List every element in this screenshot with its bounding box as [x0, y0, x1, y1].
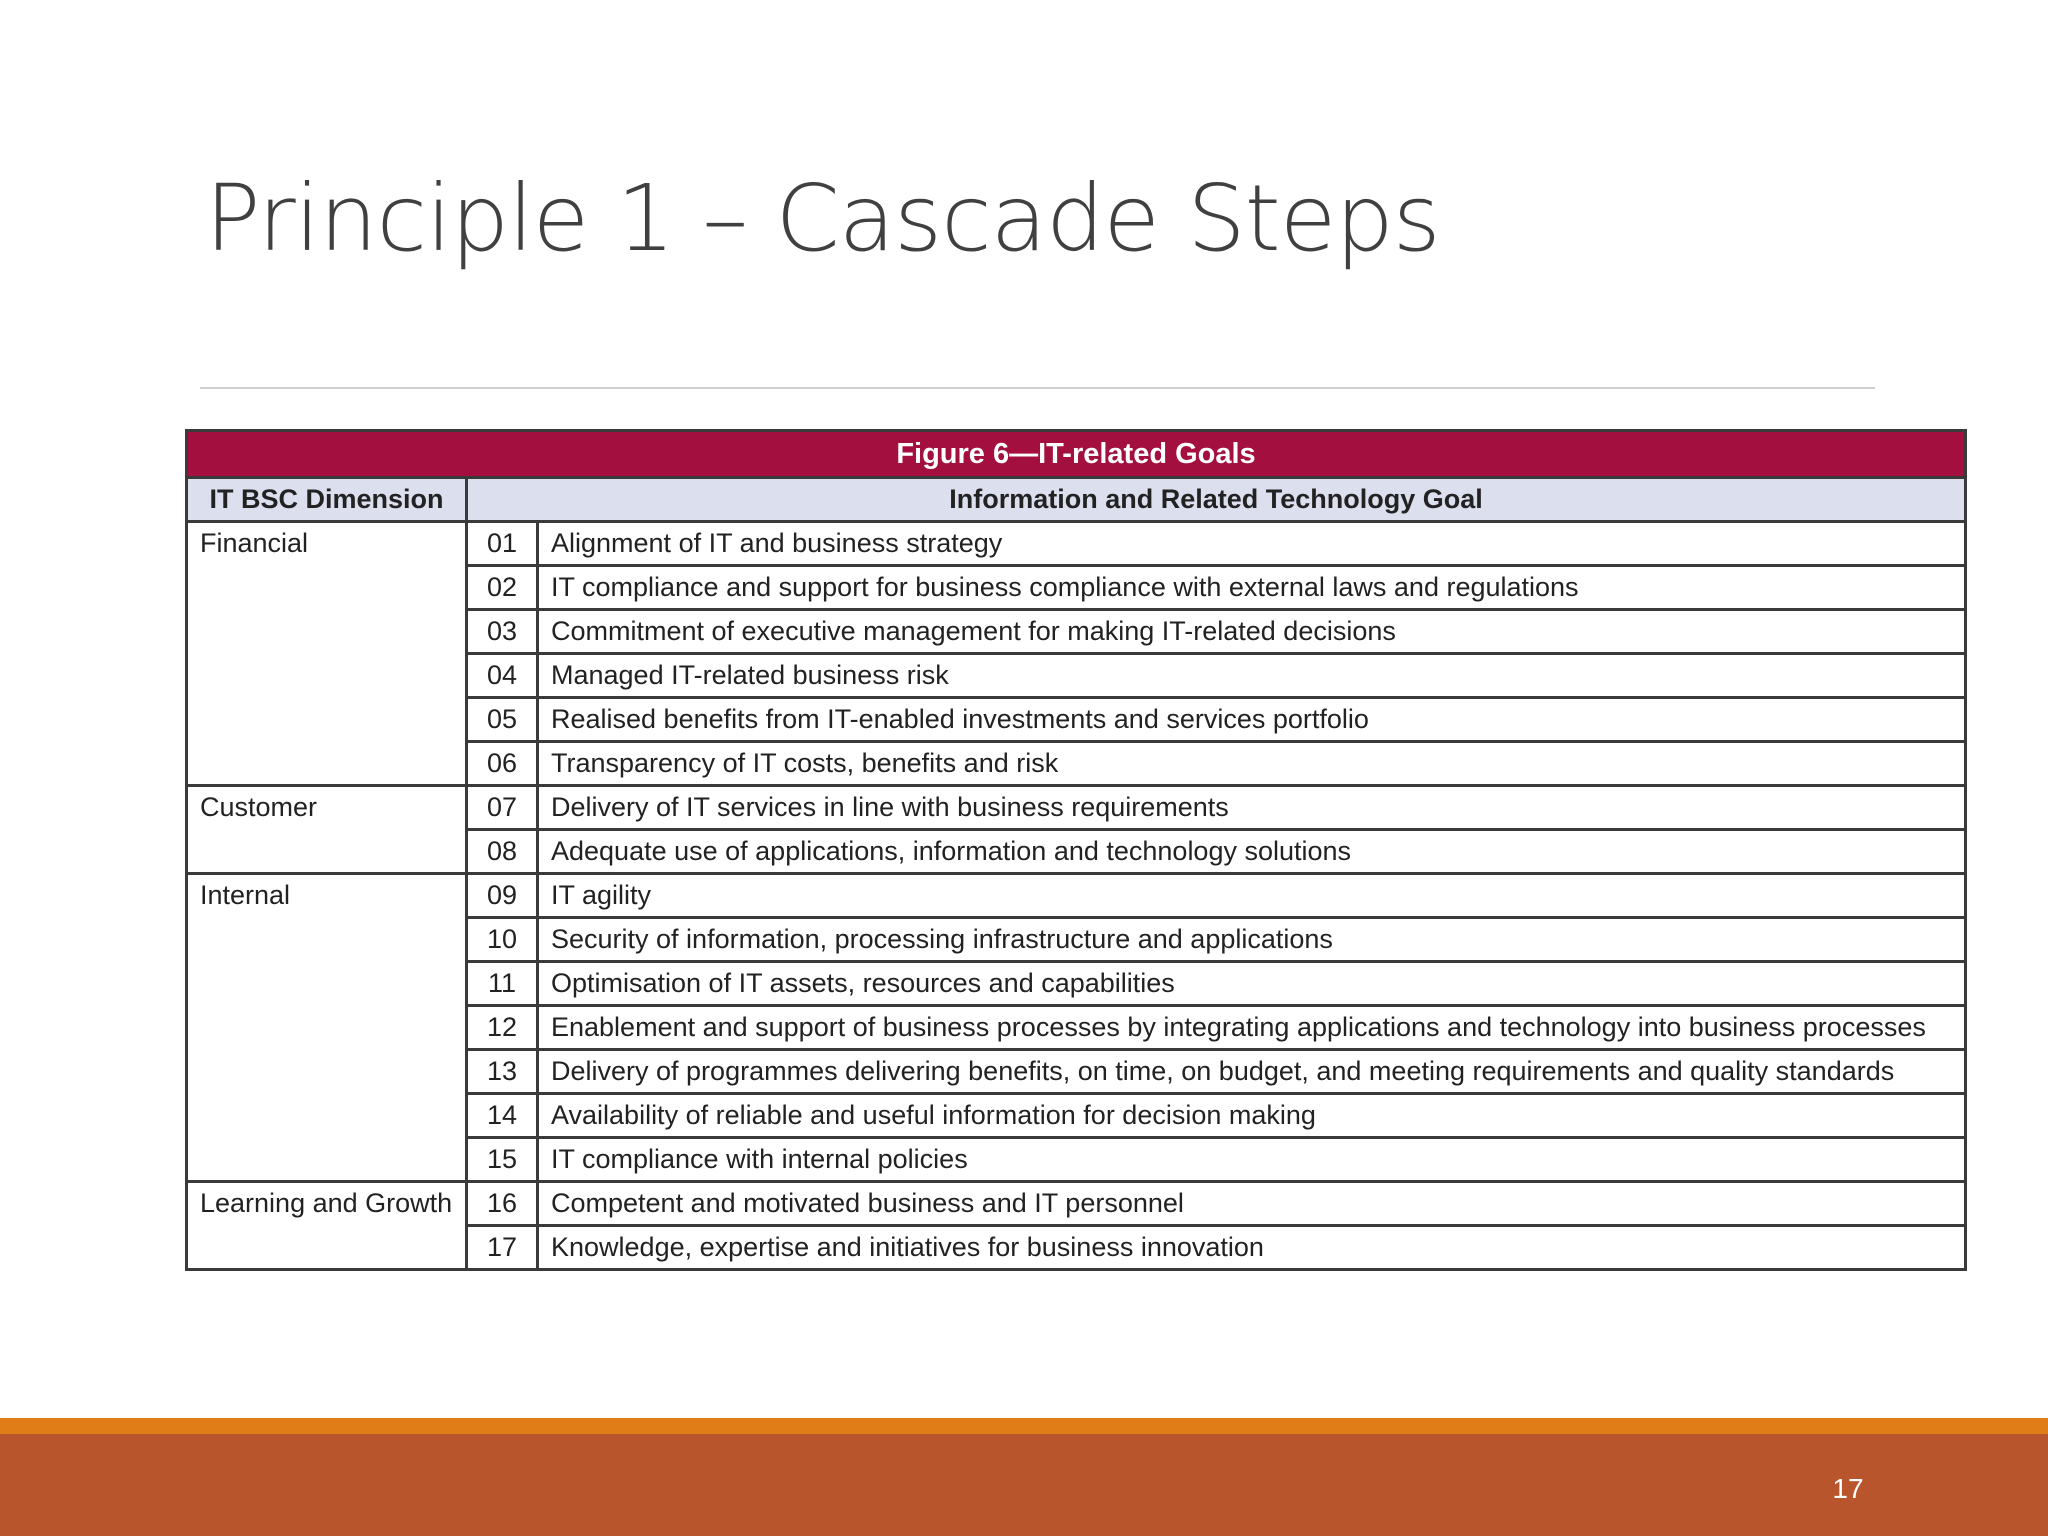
dimension-cell: Financial — [187, 522, 467, 786]
goal-description-cell: Transparency of IT costs, benefits and risk — [538, 742, 1966, 786]
goal-number-cell: 06 — [467, 742, 538, 786]
table-body — [187, 522, 1966, 1270]
goal-description-cell: IT compliance with internal policies — [538, 1138, 1966, 1182]
dimension-cell: Internal — [187, 874, 467, 1182]
goal-description-cell: Security of information, processing infrastructure and applications — [538, 918, 1966, 962]
header-dimension: IT BSC Dimension — [187, 478, 467, 522]
slide-title: Principle 1 – Cascade Steps — [205, 165, 1440, 272]
goal-number-cell: 17 — [467, 1226, 538, 1270]
goal-description-cell: Competent and motivated business and IT personnel — [538, 1182, 1966, 1226]
page-number: 17 — [1832, 1473, 1864, 1504]
goal-number-cell: 14 — [467, 1094, 538, 1138]
goal-number-cell: 15 — [467, 1138, 538, 1182]
goal-description-cell: Adequate use of applications, information and technology solutions — [538, 830, 1966, 874]
table-row — [187, 786, 1966, 830]
goal-description-cell: Knowledge, expertise and initiatives for business innovation — [538, 1226, 1966, 1270]
goal-number-cell: 12 — [467, 1006, 538, 1050]
goal-number-cell: 05 — [467, 698, 538, 742]
goal-number-cell: 10 — [467, 918, 538, 962]
goal-number-cell: 02 — [467, 566, 538, 610]
goal-description-cell: Delivery of programmes delivering benefits, on time, on budget, and meeting requirements and quality standards — [538, 1050, 1966, 1094]
goal-number-cell: 16 — [467, 1182, 538, 1226]
goal-number-cell: 08 — [467, 830, 538, 874]
table-row — [187, 874, 1966, 918]
table-row — [187, 522, 1966, 566]
goal-number-cell: 03 — [467, 610, 538, 654]
goal-number-cell: 11 — [467, 962, 538, 1006]
footer-bar — [0, 1418, 2048, 1536]
table-row — [187, 1182, 1966, 1226]
goal-number-cell: 07 — [467, 786, 538, 830]
goal-description-cell: Enablement and support of business processes by integrating applications and technology into business processes — [538, 1006, 1966, 1050]
title-divider — [200, 387, 1875, 389]
goal-description-cell: Realised benefits from IT-enabled investments and services portfolio — [538, 698, 1966, 742]
footer-accent-stripe — [0, 1418, 2048, 1434]
goal-description-cell: Alignment of IT and business strategy — [538, 522, 1966, 566]
goal-description-cell: Managed IT-related business risk — [538, 654, 1966, 698]
dimension-cell: Customer — [187, 786, 467, 874]
goal-number-cell: 04 — [467, 654, 538, 698]
goal-number-cell: 13 — [467, 1050, 538, 1094]
goal-number-cell: 09 — [467, 874, 538, 918]
goal-description-cell: IT compliance and support for business compliance with external laws and regulations — [538, 566, 1966, 610]
goal-description-cell: Optimisation of IT assets, resources and capabilities — [538, 962, 1966, 1006]
goal-description-cell: Availability of reliable and useful information for decision making — [538, 1094, 1966, 1138]
goal-description-cell: Delivery of IT services in line with business requirements — [538, 786, 1966, 830]
header-goal: Information and Related Technology Goal — [467, 478, 1966, 522]
it-related-goals-table — [185, 429, 1967, 1271]
goal-number-cell: 01 — [467, 522, 538, 566]
figure-title: Figure 6—IT-related Goals — [187, 431, 1966, 478]
goal-description-cell: IT agility — [538, 874, 1966, 918]
goal-description-cell: Commitment of executive management for making IT-related decisions — [538, 610, 1966, 654]
dimension-cell: Learning and Growth — [187, 1182, 467, 1270]
